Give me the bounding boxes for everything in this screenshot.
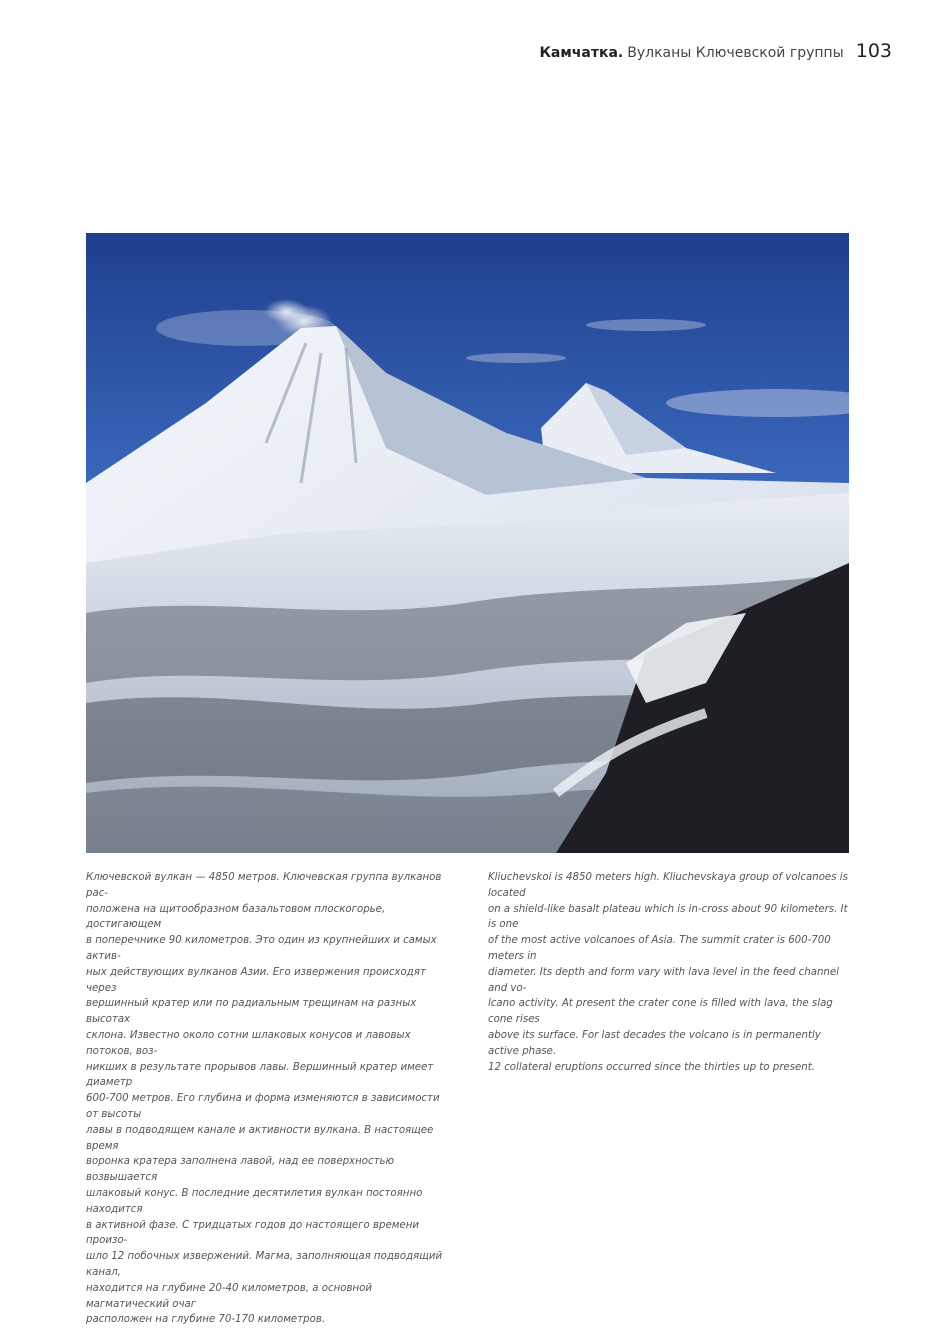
volcano-photo	[86, 233, 849, 853]
caption-english	[488, 870, 850, 1075]
page-number: 103	[855, 40, 892, 62]
caption-ru-line: в поперечнике 90 километров. Это один из крупнейших и самых актив-	[86, 935, 437, 962]
caption-en-line: 12 collateral eruptions occurred since the thirties up to present.	[488, 1061, 815, 1073]
caption-en-line: lcano activity. At present the crater cone is filled with lava, the slag cone rises	[488, 998, 833, 1026]
caption-ru-line: 600-700 метров. Его глубина и форма изменяются в зависимости от высоты	[86, 1093, 440, 1120]
caption-ru-line: вершинный кратер или по радиальным трещинам на разных высотах	[86, 998, 417, 1026]
caption-ru-line: Ключевской вулкан — 4850 метров. Ключевская группа вулканов рас-	[86, 872, 442, 899]
caption-ru-line: находится на глубине 20-40 километров, а основной магматический очаг	[86, 1282, 372, 1310]
caption-ru-line: никших в результате прорывов лавы. Вершинный кратер имеет диаметр	[86, 1061, 434, 1089]
caption-ru-line: лавы в подводящем канале и активности вулкана. В настоящее время	[86, 1124, 434, 1152]
caption-russian	[86, 870, 448, 1328]
caption-en-line: above its surface. For last decades the volcano is in permanently active phase.	[488, 1029, 821, 1057]
caption-ru-line: положена на щитообразном базальтовом плоскогорье, достигающем	[86, 903, 386, 931]
caption-en-line: diameter. Its depth and form vary with lava level in the feed channel and vo-	[488, 966, 839, 994]
caption-ru-line: шлаковый конус. В последние десятилетия вулкан постоянно находится	[86, 1187, 423, 1215]
caption-ru-line: шло 12 побочных извержений. Магма, заполняющая подводящий канал,	[86, 1251, 443, 1278]
caption-en-line: on a shield-like basalt plateau which is in-cross about 90 kilometers. It is one	[488, 903, 848, 931]
header-chapter-title: Вулканы Ключевской группы	[627, 45, 844, 61]
caption-ru-line: воронка кратера заполнена лавой, над ее поверхностью возвышается	[86, 1156, 395, 1184]
caption-ru-line: в активной фазе. С тридцатых годов до настоящего времени произо-	[86, 1219, 419, 1247]
header-book-title: Камчатка.	[539, 45, 624, 61]
caption-ru-line: расположен на глубине 70-170 километров.	[86, 1314, 326, 1326]
volcano-photo-illustration	[86, 233, 849, 853]
running-header	[539, 40, 892, 64]
caption-ru-line: ных действующих вулканов Азии. Его извержения происходят через	[86, 966, 426, 994]
caption-en-line: Kliuchevskoi is 4850 meters high. Kliuchevskaya group of volcanoes is located	[488, 872, 848, 899]
caption-en-line: of the most active volcanoes of Asia. The summit crater is 600-700 meters in	[488, 935, 831, 962]
caption-ru-line: склона. Известно около сотни шлаковых конусов и лавовых потоков, воз-	[86, 1029, 411, 1057]
